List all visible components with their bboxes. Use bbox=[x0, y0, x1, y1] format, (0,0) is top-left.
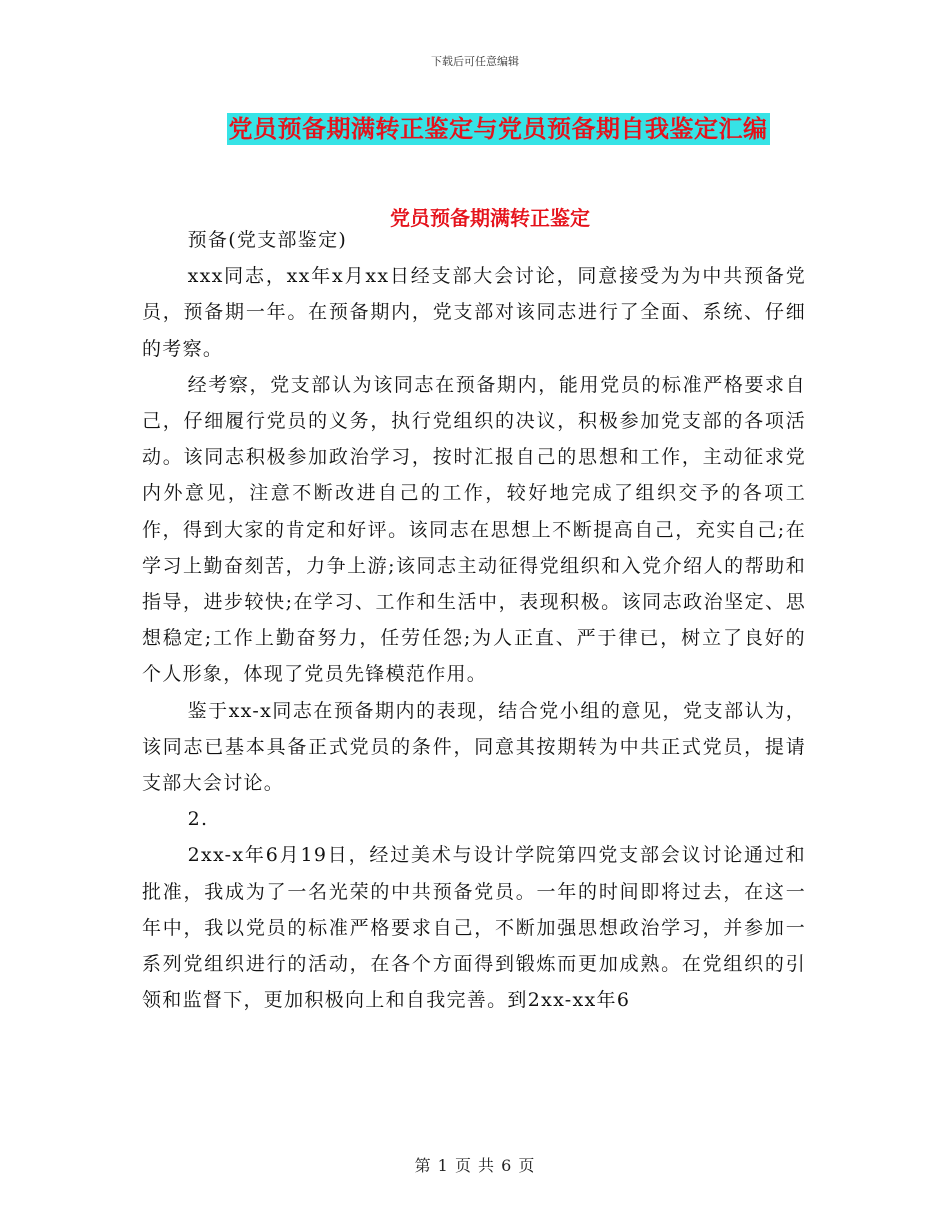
page-footer-number: 第 1 页 共 6 页 bbox=[414, 1156, 536, 1175]
paragraph: xxx同志，xx年x月xx日经支部大会讨论，同意接受为为中共预备党员，预备期一年。在预备期内，党支部对该同志进行了全面、系统、仔细的考察。 bbox=[142, 265, 806, 360]
document-body bbox=[142, 222, 806, 1018]
paragraph-heading-preparation: 预备(党支部鉴定) bbox=[187, 229, 348, 251]
main-title: 党员预备期满转正鉴定与党员预备期自我鉴定汇编 bbox=[228, 115, 768, 143]
page-header-note: 下载后可任意编辑 bbox=[431, 55, 519, 68]
section-title: 党员预备期满转正鉴定 bbox=[390, 206, 590, 230]
paragraph: 2xx-x年6月19日，经过美术与设计学院第四党支部会议讨论通过和批准，我成为了一名光荣的中共预备党员。一年的时间即将过去，在这一年中，我以党员的标准严格要求自己，不断加强思想政治学习，并参加一系列党组织进行的活动，在各个方面得到锻炼而更加成熟。在党组织的引领和监督下，更加积极向上和自我完善。到2xx-xx年6 bbox=[142, 844, 806, 1012]
main-title-container bbox=[0, 113, 950, 145]
paragraph-number: 2. bbox=[187, 808, 209, 831]
paragraph: 经考察，党支部认为该同志在预备期内，能用党员的标准严格要求自己，仔细履行党员的义务，执行党组织的决议，积极参加党支部的各项活动。该同志积极参加政治学习，按时汇报自己的思想和工作，主动征求党内外意见，注意不断改进自己的工作，较好地完成了组织交予的各项工作，得到大家的肯定和好评。该同志在思想上不断提高自己，充实自己;在学习上勤奋刻苦，力争上游;该同志主动征得党组织和入党介绍人的帮助和指导，进步较快;在学习、工作和生活中，表现积极。该同志政治坚定、思想稳定;工作上勤奋努力，任劳任怨;为人正直、严于律已，树立了良好的个人形象，体现了党员先锋模范作用。 bbox=[142, 373, 806, 686]
paragraph: 鉴于xx-x同志在预备期内的表现，结合党小组的意见，党支部认为，该同志已基本具备正式党员的条件，同意其按期转为中共正式党员，提请支部大会讨论。 bbox=[142, 699, 806, 795]
